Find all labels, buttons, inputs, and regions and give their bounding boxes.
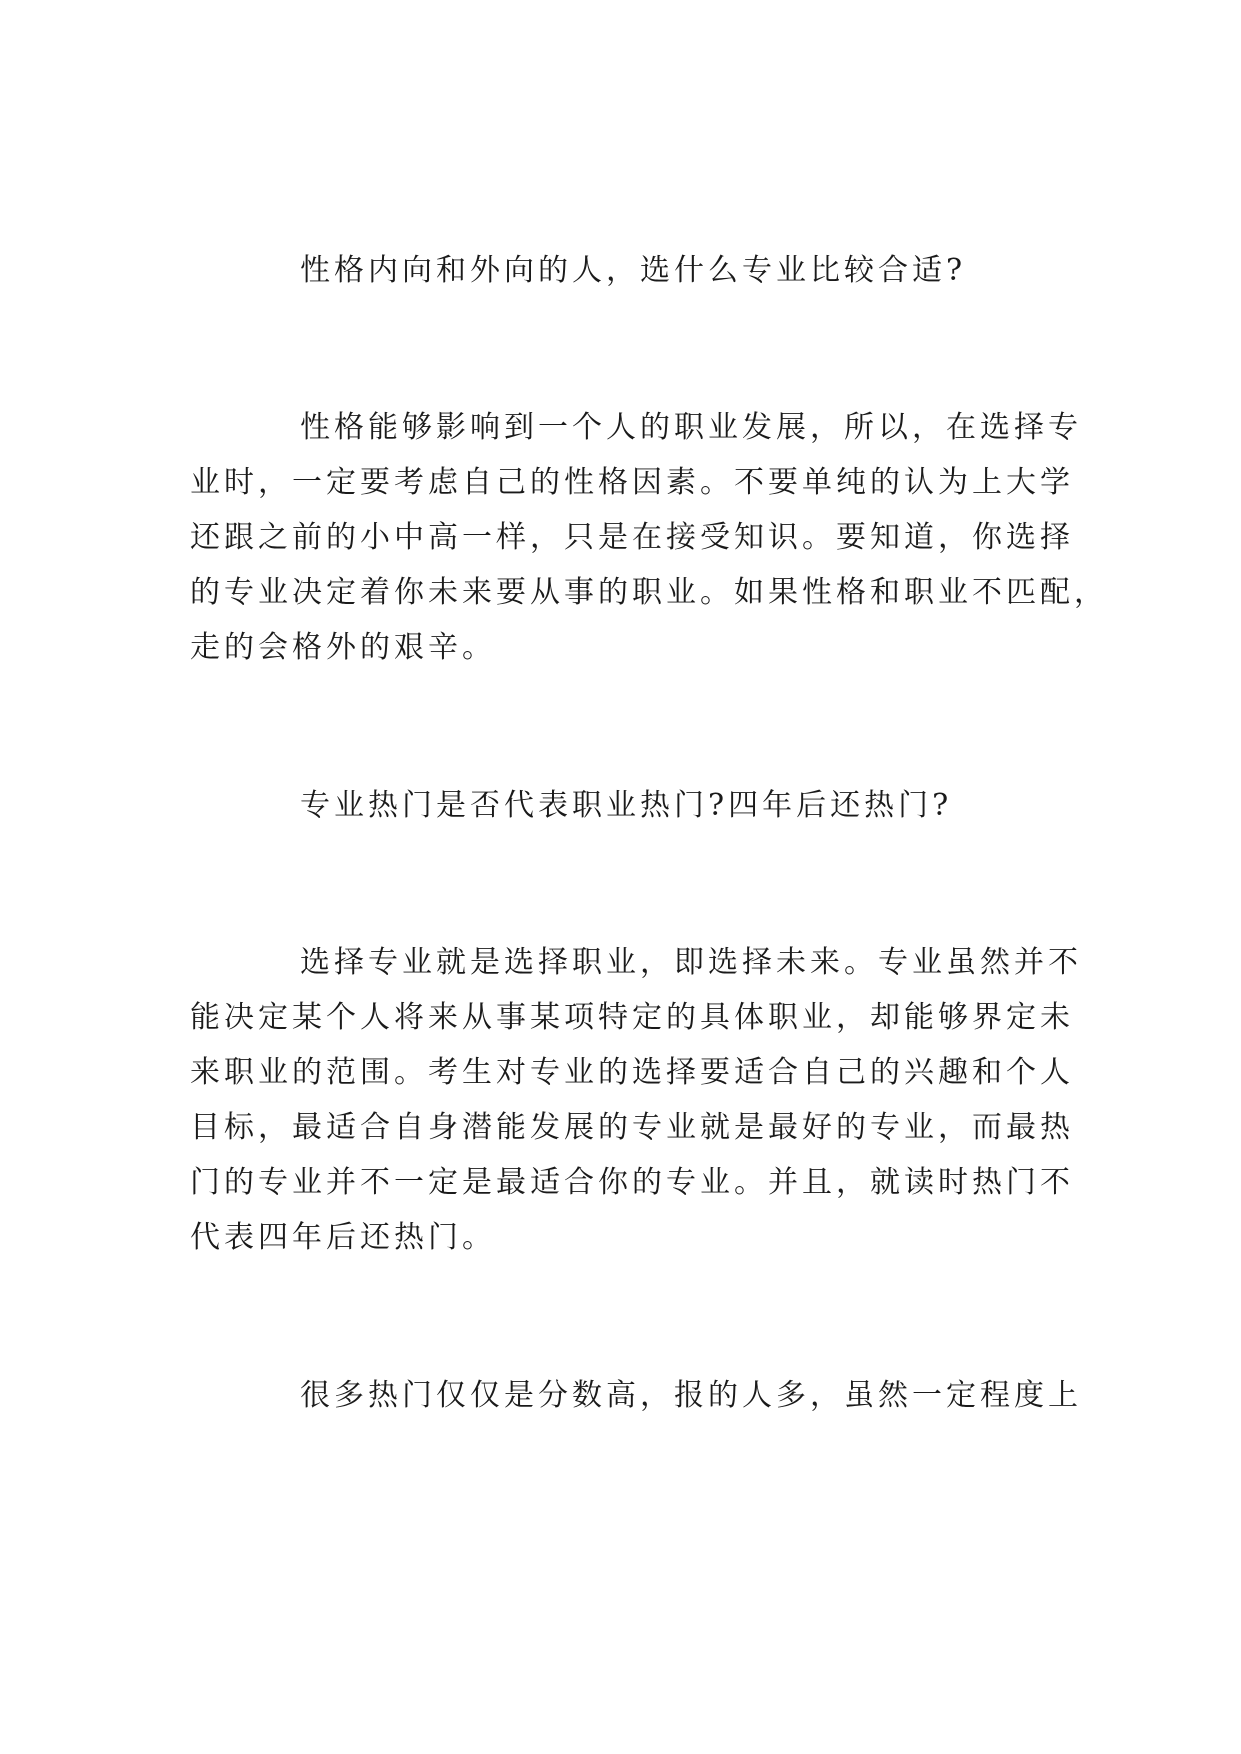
paragraph-line: 目标，最适合自身潜能发展的专业就是最好的专业，而最热 [190, 1110, 1074, 1145]
paragraph-line: 的专业决定着你未来要从事的职业。如果性格和职业不匹配， [190, 575, 1108, 610]
paragraph-line: 能决定某个人将来从事某项特定的具体职业，却能够界定未 [190, 1000, 1074, 1035]
section-heading: 性格内向和外向的人，选什么专业比较合适? [300, 253, 967, 288]
paragraph-line: 来职业的范围。考生对专业的选择要适合自己的兴趣和个人 [190, 1055, 1074, 1090]
paragraph-line: 走的会格外的艰辛。 [190, 630, 496, 665]
section-heading: 专业热门是否代表职业热门?四年后还热门? [300, 788, 953, 823]
paragraph-line: 业时，一定要考虑自己的性格因素。不要单纯的认为上大学 [190, 465, 1074, 500]
paragraph-line: 选择专业就是选择职业，即选择未来。专业虽然并不 [300, 945, 1082, 980]
paragraph-line: 还跟之前的小中高一样，只是在接受知识。要知道，你选择 [190, 520, 1074, 555]
paragraph-line: 门的专业并不一定是最适合你的专业。并且，就读时热门不 [190, 1165, 1074, 1200]
paragraph-line: 性格能够影响到一个人的职业发展，所以，在选择专 [300, 410, 1082, 445]
paragraph-line: 很多热门仅仅是分数高，报的人多，虽然一定程度上 [300, 1378, 1082, 1413]
paragraph-line: 代表四年后还热门。 [190, 1220, 496, 1255]
